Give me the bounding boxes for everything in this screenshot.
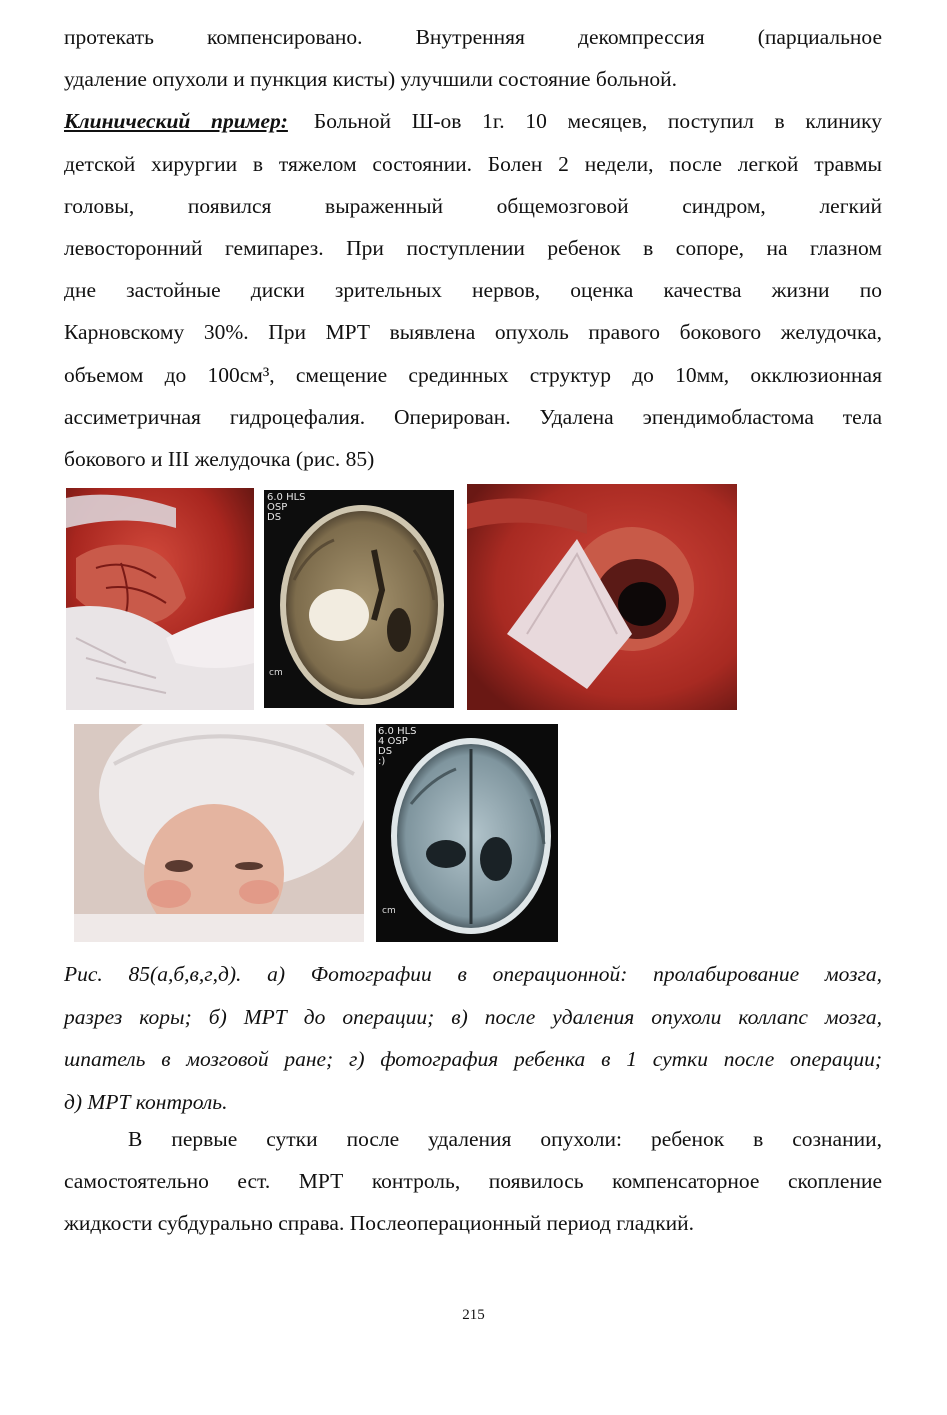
clinical-example-label: Клинический пример: [64, 109, 288, 134]
caption-line: д) МРТ контроль. [64, 1089, 228, 1114]
text-line: удаление опухоли и пункция кисты) улучшили состояние больной. [64, 67, 678, 92]
caption-line: Рис. 85(а,б,в,г,д). а) Фотографии в операционной: пролабирование мозга, [64, 962, 882, 986]
caption-line: шпатель в мозговой ране; г) фотография ребенка в 1 сутки после операции; [64, 1047, 882, 1071]
text-line: протекать компенсировано. Внутренняя декомпрессия (парциальное [64, 25, 882, 49]
text-line: детской хирургии в тяжелом состоянии. Болен 2 недели, после легкой травмы [64, 151, 882, 176]
figure-a-surgery-photo [66, 488, 254, 710]
text-line: Больной Ш-ов 1г. 10 месяцев, поступил в клинику [313, 109, 882, 134]
text-line: жидкости субдурально справа. Послеоперационный период гладкий. [64, 1211, 695, 1236]
page-body [64, 16, 882, 480]
text-line: дне застойные диски зрительных нервов, оценка качества жизни по [64, 278, 882, 303]
caption-line: разрез коры; б) МРТ до операции; в) после удаления опухоли коллапс мозга, [64, 1004, 882, 1029]
figure-caption [64, 953, 882, 1123]
figure-c-surgery-photo [467, 484, 737, 710]
figure-b-mri-before [264, 490, 454, 708]
text-line: головы, появился выраженный общемозговой синдром, легкий [64, 193, 882, 218]
mri-unit-label: cm [382, 906, 396, 916]
figure-d-child-photo [74, 724, 364, 942]
text-line: В первые сутки после удаления опухоли: ребенок в сознании, [128, 1127, 882, 1151]
text-line: ассиметричная гидроцефалия. Оперирован. Удалена эпендимобластома тела [64, 404, 882, 429]
post-op-paragraph [64, 1118, 882, 1245]
text-line: объемом до 100см³, смещение срединных структур до 10мм, окклюзионная [64, 362, 882, 387]
figure-e-mri-control [376, 724, 558, 942]
text-line: самостоятельно ест. МРТ контроль, появилось компенсаторное скопление [64, 1169, 882, 1194]
page-number: 215 [462, 1307, 485, 1323]
mri-overlay-text: 6.0 HLS 4 OSP DS :) [378, 726, 417, 767]
mri-unit-label: cm [269, 668, 283, 678]
text-line: левосторонний гемипарез. При поступлении ребенок в сопоре, на глазном [64, 236, 882, 261]
text-line: бокового и III желудочка (рис. 85) [64, 447, 375, 472]
mri-overlay-text: 6.0 HLS OSP DS [267, 492, 306, 523]
text-line: Карновскому 30%. При МРТ выявлена опухоль правого бокового желудочка, [64, 320, 882, 345]
clinical-example-first-line [64, 100, 882, 142]
